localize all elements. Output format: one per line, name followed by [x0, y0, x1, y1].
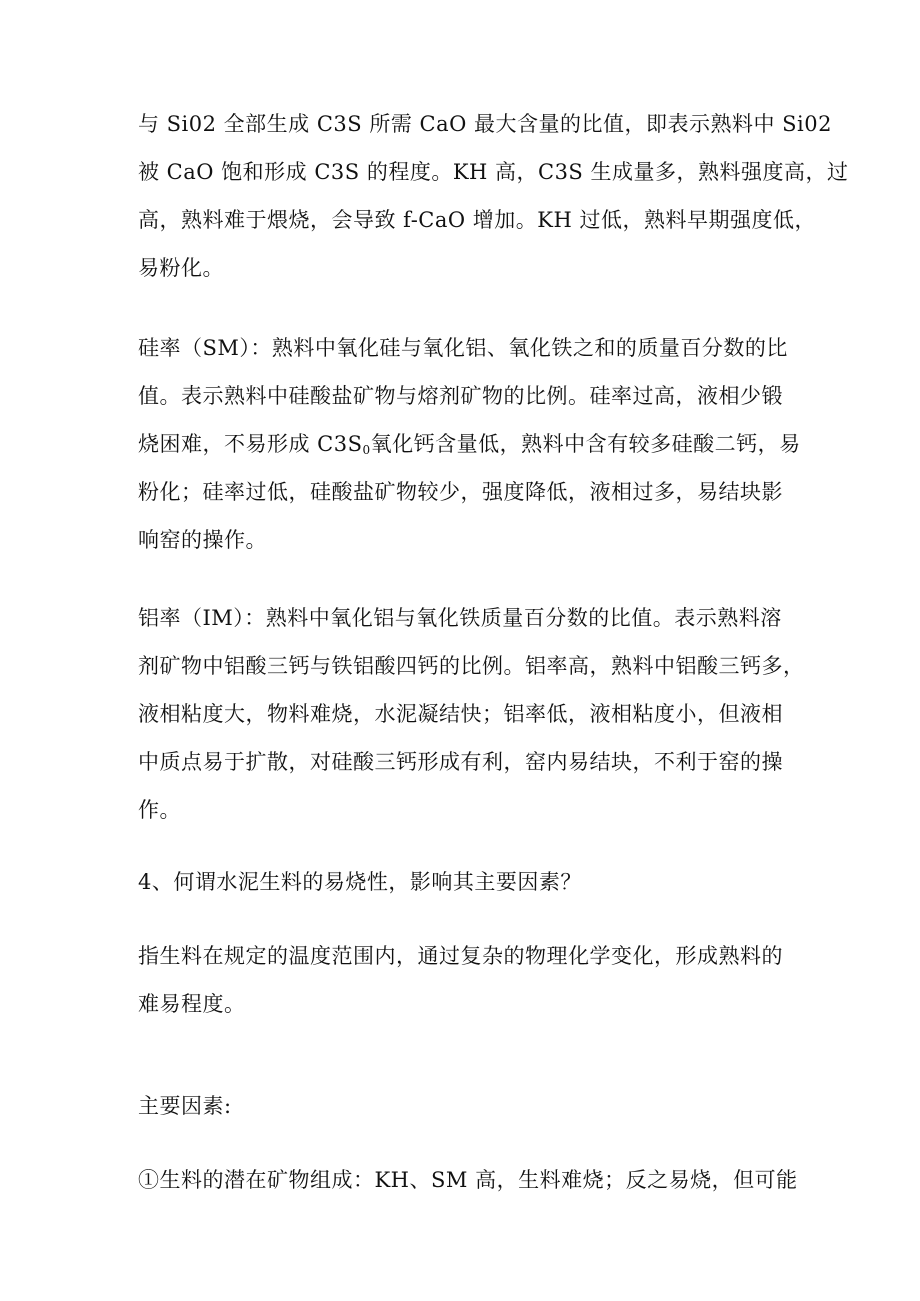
- text-line: 与 Si02 全部生成 C3S 所需 CaO 最大含量的比值，即表示熟料中 Si02: [138, 112, 832, 136]
- question-heading: [138, 858, 798, 906]
- text-line: 值。表示熟料中硅酸盐矿物与熔剂矿物的比例。硅率过高，液相少锻: [138, 384, 783, 408]
- text-line: 作。: [138, 798, 181, 822]
- text-line: 指生料在规定的温度范围内，通过复杂的物理化学变化，形成熟料的: [138, 944, 783, 968]
- paragraph-burnability-definition: [138, 932, 798, 1028]
- text-line: 硅率（SM）：熟料中氧化硅与氧化铝、氧化铁之和的质量百分数的比: [138, 336, 788, 360]
- text-line: [138, 420, 801, 468]
- text-line: ①生料的潜在矿物组成：KH、SM 高，生料难烧；反之易烧，但可能: [138, 1168, 798, 1192]
- text-segment: 烧困难，不易形成 C3S: [138, 432, 363, 456]
- text-line: 高，熟料难于煨烧，会导致 f-CaO 增加。KH 过低，熟料早期强度低，: [138, 208, 816, 232]
- text-line: 中质点易于扩散，对硅酸三钙形成有利，窑内易结块，不利于窑的操: [138, 750, 783, 774]
- subscript: 0: [362, 443, 371, 457]
- text-line: 剂矿物中铝酸三钙与铁铝酸四钙的比例。铝率高，熟料中铝酸三钙多，: [138, 654, 805, 678]
- paragraph-kh-description: [138, 100, 849, 292]
- text-segment: 氧化钙含量低，熟料中含有较多硅酸二钙，易: [370, 432, 801, 456]
- text-line: 易粉化。: [138, 256, 224, 280]
- text-line: 响窑的操作。: [138, 528, 267, 552]
- text-line: 难易程度。: [138, 992, 246, 1016]
- text-line: 4、何谓水泥生料的易烧性，影响其主要因素？: [138, 870, 582, 894]
- text-line: 主要因素:: [138, 1094, 232, 1118]
- paragraph-silica-ratio: [138, 324, 801, 564]
- text-line: 粉化；硅率过低，硅酸盐矿物较少，强度降低，液相过多，易结块影: [138, 480, 783, 504]
- factor-item: [138, 1156, 798, 1204]
- text-line: 被 CaO 饱和形成 C3S 的程度。KH 高，C3S 生成量多，熟料强度高，过: [138, 160, 849, 184]
- text-line: 液相粘度大，物料难烧，水泥凝结快；铝率低，液相粘度小，但液相: [138, 702, 783, 726]
- paragraph-alumina-ratio: [138, 594, 805, 834]
- text-line: 铝率（IM）：熟料中氧化铝与氧化铁质量百分数的比值。表示熟料溶: [138, 606, 782, 630]
- factors-heading: [138, 1082, 798, 1130]
